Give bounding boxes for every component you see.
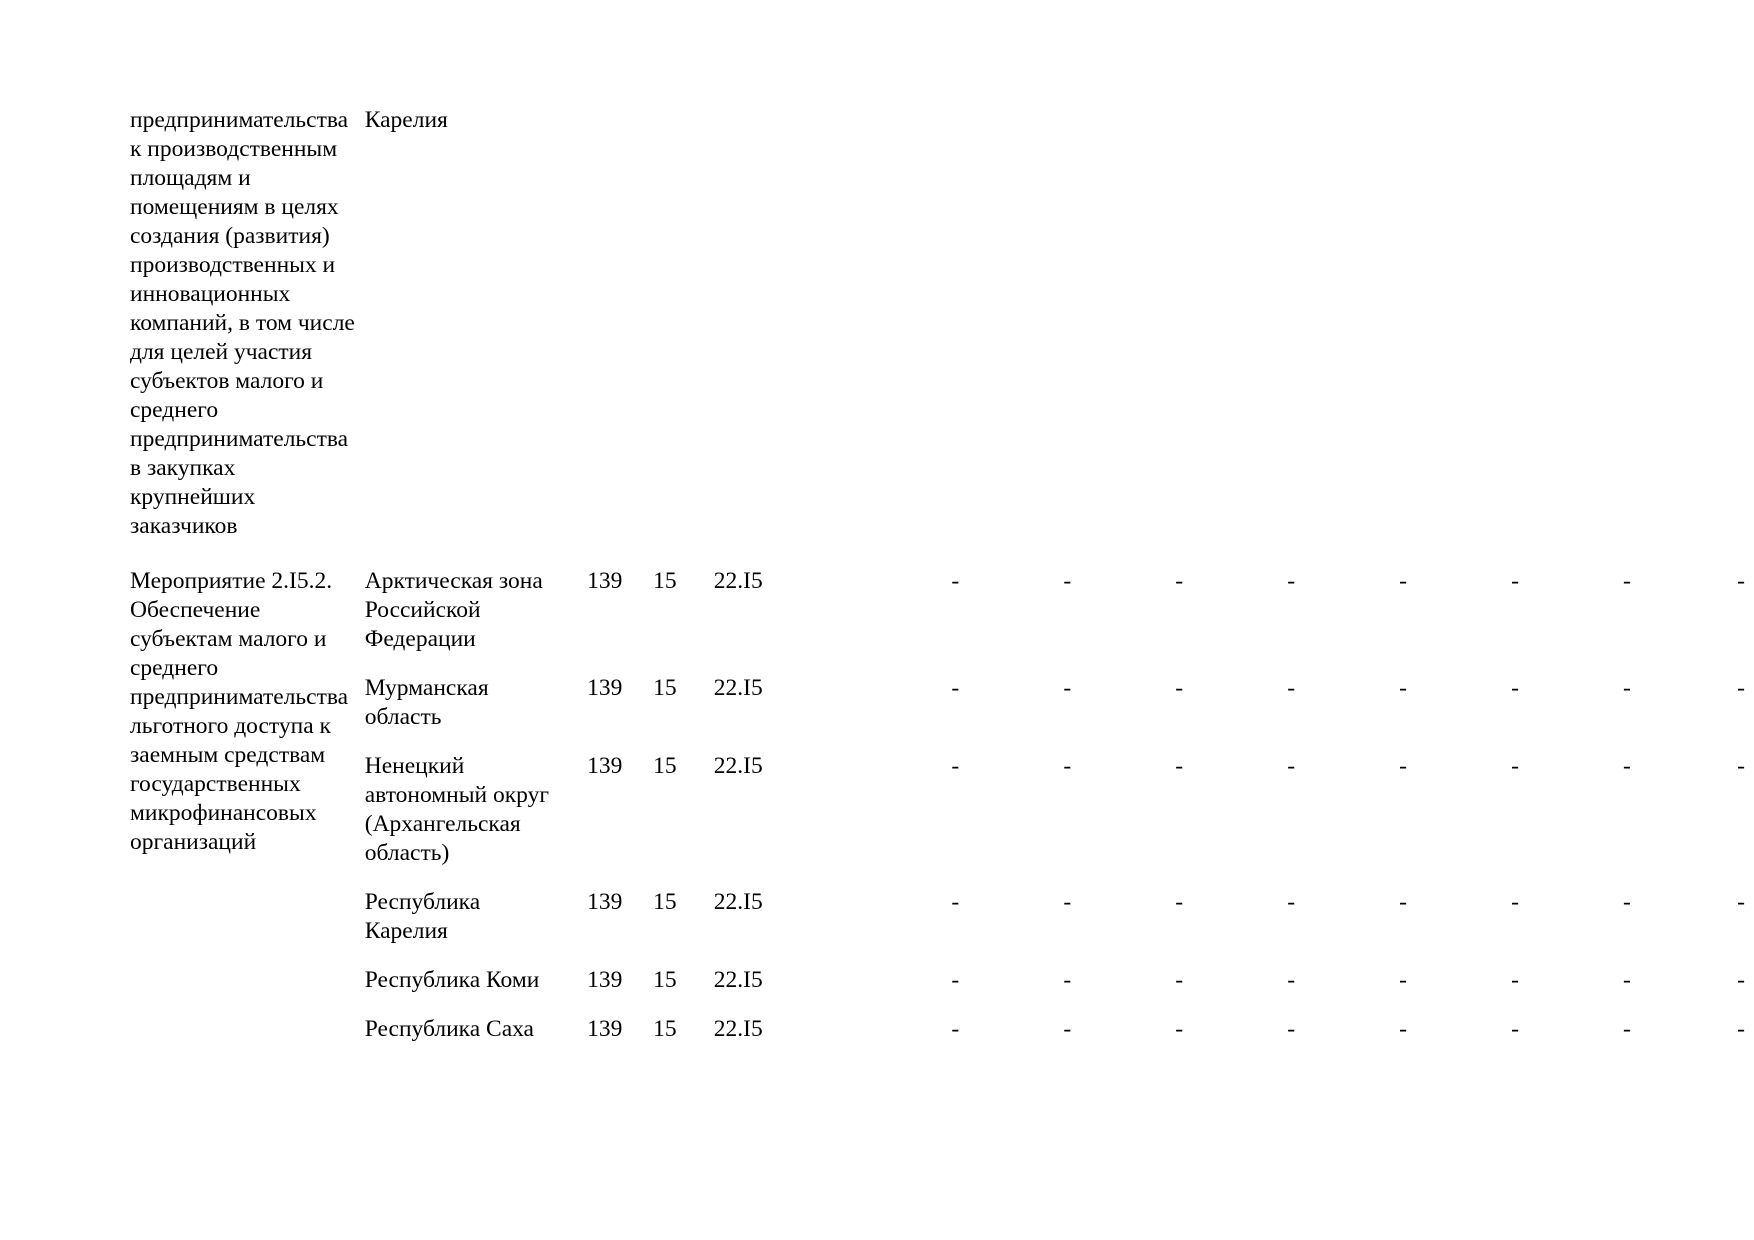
dash-cell-3: -	[1175, 675, 1184, 701]
measure-code: 2.I5	[725, 675, 763, 701]
dash-cell-2: -	[1063, 753, 1072, 779]
table-row-continued	[130, 106, 1745, 541]
dash-cell-1: -	[951, 675, 960, 701]
dash-cell-3: -	[1175, 753, 1184, 779]
dash-cell-3: -	[1175, 967, 1184, 993]
measure-code: 2.I5	[725, 753, 763, 779]
dash-cell-2: -	[1063, 568, 1072, 594]
value-1: 139	[587, 675, 623, 701]
dash-cell-7: -	[1623, 568, 1631, 594]
region-name: Мурманская область	[364, 675, 489, 730]
dash-cell-1: -	[951, 889, 960, 915]
dash-cell-4: -	[1287, 1016, 1296, 1042]
value-3-empty	[677, 106, 726, 541]
region-name-continued: Карелия	[364, 107, 448, 133]
value-1: 139	[587, 753, 623, 779]
value-1: 139	[587, 967, 623, 993]
dash-cell-3: -	[1175, 1016, 1184, 1042]
dash-cell-empty-2	[959, 106, 1071, 541]
dash-cell-1: -	[951, 967, 960, 993]
measure-code: 2.I5	[725, 889, 763, 915]
dash-cell-5: -	[1399, 675, 1407, 701]
value-2: 15	[653, 753, 677, 779]
dash-cell-6: -	[1511, 675, 1519, 701]
dash-cell-4: -	[1287, 967, 1296, 993]
value-1: 139	[587, 1016, 623, 1042]
value-2-empty	[622, 106, 676, 541]
dash-cell-8: -	[1737, 889, 1745, 915]
dash-cell-1: -	[951, 568, 960, 594]
table-row	[130, 654, 1745, 732]
region-name: Республика Коми	[364, 967, 540, 993]
dash-cell-5: -	[1399, 1016, 1407, 1042]
measure-code: 2.I5	[725, 967, 763, 993]
dash-cell-empty-4	[1183, 106, 1295, 541]
dash-cell-3: -	[1175, 568, 1184, 594]
region-name: Республика Саха	[364, 1016, 534, 1042]
value-2: 15	[653, 889, 677, 915]
dash-cell-8: -	[1737, 1016, 1745, 1042]
dash-cell-8: -	[1737, 753, 1745, 779]
dash-cell-3: -	[1175, 889, 1184, 915]
table-row	[130, 868, 1745, 946]
value-2: 15	[653, 568, 677, 594]
dash-cell-7: -	[1623, 889, 1631, 915]
dash-cell-6: -	[1511, 967, 1519, 993]
value-2: 15	[653, 1016, 677, 1042]
measure-code: 2.I5	[725, 1016, 763, 1042]
dash-cell-7: -	[1623, 967, 1631, 993]
value-3: 2	[713, 753, 726, 779]
value-3: 2	[713, 568, 726, 594]
dash-cell-6: -	[1511, 568, 1519, 594]
value-3: 2	[713, 675, 726, 701]
dash-cell-8: -	[1737, 675, 1745, 701]
dash-cell-5: -	[1399, 967, 1407, 993]
dash-cell-5: -	[1399, 753, 1407, 779]
measure-code: 2.I5	[725, 568, 763, 594]
dash-cell-8: -	[1737, 967, 1745, 993]
dash-cell-6: -	[1511, 1016, 1519, 1042]
dash-cell-empty-1	[847, 106, 959, 541]
dash-cell-8: -	[1737, 568, 1745, 594]
value-3: 2	[713, 889, 726, 915]
value-1-empty	[555, 106, 622, 541]
programme-measures-table	[130, 106, 1745, 1044]
dash-cell-2: -	[1063, 675, 1072, 701]
dash-cell-empty-3	[1071, 106, 1183, 541]
measure-title: Мероприятие 2.I5.2. Обеспечение субъектам малого и среднего предпринимательства льготного доступа к заемным средствам государственных микрофинансовых организаций	[130, 568, 349, 855]
dash-cell-4: -	[1287, 889, 1296, 915]
value-2: 15	[653, 967, 677, 993]
dash-cell-empty-7	[1519, 106, 1631, 541]
value-3: 2	[713, 1016, 726, 1042]
table-row	[130, 541, 1745, 654]
dash-cell-1: -	[951, 753, 960, 779]
dash-cell-2: -	[1063, 1016, 1072, 1042]
dash-cell-5: -	[1399, 889, 1407, 915]
region-name: Ненецкий автономный округ (Архангельская область)	[364, 753, 549, 866]
measure-text-continued: предпринимательства к производственным площадям и помещениям в целях создания (развития) производственных и инновационных компаний, в том числе для целей участия субъектов малого и среднего предпринимательства в закупках крупнейших заказчиков	[130, 107, 355, 539]
dash-cell-4: -	[1287, 675, 1296, 701]
dash-cell-6: -	[1511, 889, 1519, 915]
dash-cell-7: -	[1623, 753, 1631, 779]
value-3: 2	[713, 967, 726, 993]
region-name: Республика Карелия	[364, 889, 481, 944]
dash-cell-2: -	[1063, 889, 1072, 915]
dash-cell-empty-8	[1631, 106, 1745, 541]
table-row	[130, 946, 1745, 995]
dash-cell-1: -	[951, 1016, 960, 1042]
value-1: 139	[587, 568, 623, 594]
dash-cell-empty-6	[1407, 106, 1519, 541]
dash-cell-6: -	[1511, 753, 1519, 779]
dash-cell-5: -	[1399, 568, 1407, 594]
code-empty	[726, 106, 848, 541]
region-name: Арктическая зона Российской Федерации	[364, 568, 543, 652]
dash-cell-4: -	[1287, 568, 1296, 594]
dash-cell-7: -	[1623, 675, 1631, 701]
dash-cell-7: -	[1623, 1016, 1631, 1042]
value-1: 139	[587, 889, 623, 915]
dash-cell-2: -	[1063, 967, 1072, 993]
dash-cell-4: -	[1287, 753, 1296, 779]
table-row	[130, 995, 1745, 1044]
table-row	[130, 732, 1745, 868]
value-2: 15	[653, 675, 677, 701]
dash-cell-empty-5	[1295, 106, 1407, 541]
